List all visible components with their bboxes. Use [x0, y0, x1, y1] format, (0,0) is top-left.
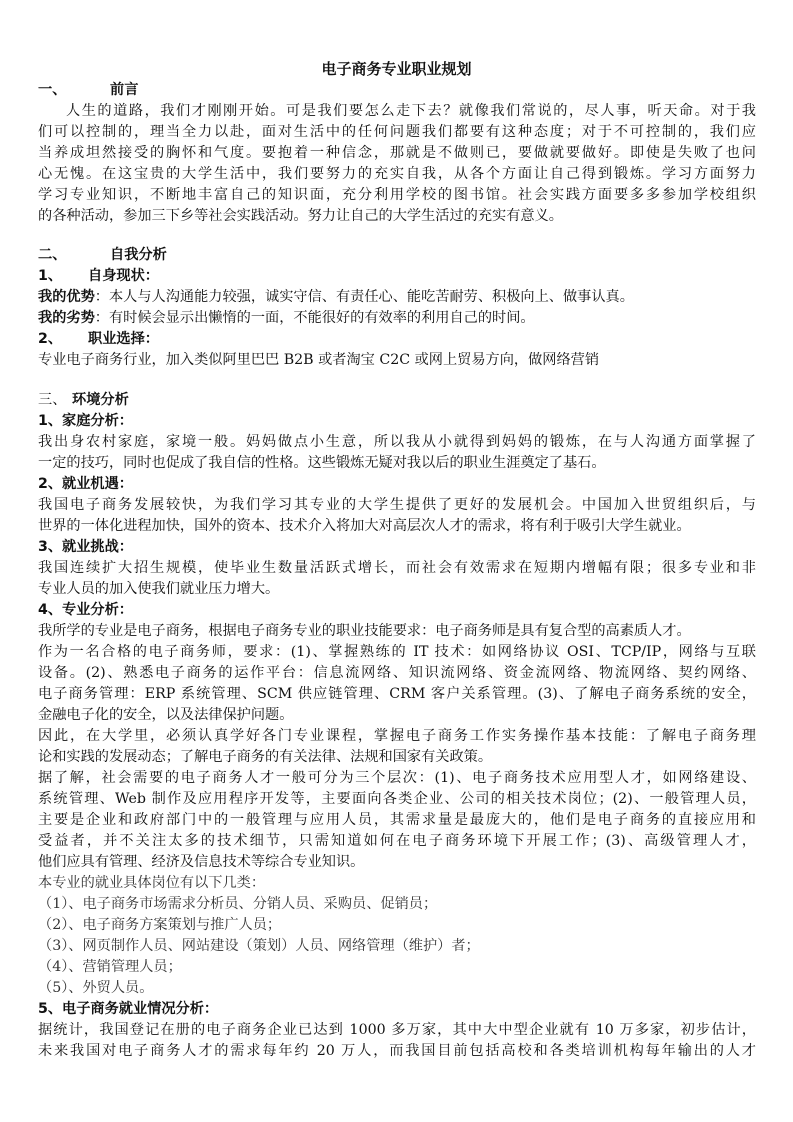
- family-line: 我出身农村家庭，家境一般。妈妈做点小生意，所以我从小就得到妈妈的锻炼，在与人沟通方面掌握了: [38, 434, 756, 450]
- subsection-number: 1、: [38, 268, 63, 284]
- subsection-number: 2、: [38, 331, 63, 347]
- weakness-paragraph: [38, 308, 756, 329]
- major-line: 设备。(2)、熟悉电子商务的运作平台：信息流网络、知识流网络、资金流网络、物流网络、契约网络、: [38, 665, 756, 681]
- section-1-title: 前言: [110, 82, 139, 98]
- job-category-item: （1）、电子商务市场需求分析员、分销人员、采购员、促销员；: [38, 896, 438, 912]
- subsection-heading: [38, 266, 338, 287]
- section-3-number: 三、: [38, 392, 67, 408]
- major-analysis-heading: 4、专业分析：: [38, 602, 133, 618]
- family-analysis-heading: 1、家庭分析：: [38, 413, 133, 429]
- job-category-item: （3）、网页制作人员、网站建设（策划）人员、网络管理（维护）者；: [38, 938, 480, 954]
- major-line: 系统管理、Web 制作及应用程序开发等，主要面向各类企业、公司的相关技术岗位；(2)、一般管理人员，: [38, 791, 756, 807]
- major-line: 他们应具有管理、经济及信息技术等综合专业知识。: [38, 854, 365, 870]
- family-line: 一定的技巧，同时也促成了我自信的性格。这些锻炼无疑对我以后的职业生涯奠定了基石。: [38, 455, 606, 471]
- subsection-title: 自身现状：: [88, 268, 159, 284]
- employment-line: 未来我国对电子商务人才的需求每年约 20 万人，而我国目前包括高校和各类培训机构每年输出的人才: [38, 1043, 756, 1059]
- document-title: 电子商务专业职业规划: [321, 60, 472, 78]
- strength-label: 我的优势: [38, 289, 95, 305]
- opportunity-line: 世界的一体化进程加快，国外的资本、技术介入将加大对高层次人才的需求，将有利于吸引大学生就业。: [38, 518, 691, 534]
- job-category-item: （2）、电子商务方案策划与推广人员；: [38, 917, 282, 933]
- employment-analysis-heading: 5、电子商务就业情况分析：: [38, 1001, 219, 1017]
- challenge-heading: 3、就业挑战：: [38, 539, 133, 555]
- preface-line: 人生的道路，我们才刚刚开始。可是我们要怎么走下去？就像我们常说的，尽人事，听天命。对于我: [66, 103, 756, 119]
- major-line: 我所学的专业是电子商务，根据电子商务专业的职业技能要求：电子商务师是具有复合型的高素质人才。: [38, 623, 691, 639]
- major-line: 据了解，社会需要的电子商务人才一般可分为三个层次：(1)、电子商务技术应用型人才，如网络建设、: [38, 770, 756, 786]
- job-category-item: （4）、营销管理人员；: [38, 959, 182, 975]
- job-category-item: （5）、外贸人员。: [38, 980, 154, 996]
- career-choice-text: 专业电子商务行业，加入类似阿里巴巴 B2B 或者淘宝 C2C 或网上贸易方向，做网络营销: [38, 352, 600, 368]
- section-3-title: 环境分析: [72, 392, 129, 408]
- major-line: 受益者，并不关注太多的技术细节，只需知道如何在电子商务环境下开展工作；(3)、高级管理人才，: [38, 833, 756, 849]
- subsection-title: 职业选择：: [88, 331, 159, 347]
- opportunity-heading: 2、就业机遇：: [38, 476, 133, 492]
- subsection-heading: [38, 329, 338, 350]
- major-line: 主要是企业和政府部门中的一般管理与应用人员，其需求量是最庞大的，他们是电子商务的直接应用和: [38, 812, 756, 828]
- preface-line: 当养成坦然接受的胸怀和气度。要抱着一种信念，那就是不做则已，要做就要做好。即使是失败了也问: [38, 145, 756, 161]
- jobs-intro: 本专业的就业具体岗位有以下几类：: [38, 875, 266, 891]
- preface-line: 们可以控制的，理当全力以赴，面对生活中的任何问题我们都要有这种态度；对于不可控制的，我们应: [38, 124, 756, 140]
- section-1-number: 一、: [38, 82, 67, 98]
- weakness-label: 我的劣势: [38, 310, 95, 326]
- section-2-heading: [38, 245, 338, 266]
- section-2-number: 二、: [38, 247, 67, 263]
- major-line: 电子商务管理：ERP 系统管理、SCM 供应链管理、CRM 客户关系管理。(3)、了解电子商务系统的安全，: [38, 686, 756, 702]
- challenge-line: 我国连续扩大招生规模，使毕业生数量活跃式增长，而社会有效需求在短期内增幅有限；很多专业和非: [38, 560, 756, 576]
- major-line: 金融电子化的安全，以及法律保护问题。: [38, 707, 294, 723]
- major-line: 论和实践的发展动态；了解电子商务的有关法律、法规和国家有关政策。: [38, 749, 493, 765]
- section-3-heading: [38, 390, 338, 411]
- preface-line: 学习专业知识，不断地丰富自己的知识面，充分利用学校的图书馆。社会实践方面要多多参加学校组织: [38, 187, 756, 203]
- major-line: 因此，在大学里，必须认真学好各门专业课程，掌握电子商务工作实务操作基本技能：了解电子商务理: [38, 728, 756, 744]
- opportunity-line: 我国电子商务发展较快，为我们学习其专业的大学生提供了更好的发展机会。中国加入世贸组织后，与: [38, 497, 756, 513]
- weakness-text: ：有时候会显示出懒惰的一面，不能很好的有效率的利用自己的时间。: [94, 310, 535, 326]
- strength-text: ：本人与人沟通能力较强，诚实守信、有责任心、能吃苦耐劳、积极向上、做事认真。: [94, 289, 634, 305]
- challenge-line: 专业人员的加入使我们就业压力增大。: [38, 581, 280, 597]
- preface-line: 的各种活动，参加三下乡等社会实践活动。努力让自己的大学生活过的充实有意义。: [38, 208, 563, 224]
- section-1-heading: [38, 80, 338, 101]
- strength-paragraph: [38, 287, 756, 308]
- employment-line: 据统计，我国登记在册的电子商务企业已达到 1000 多万家，其中大中型企业就有 10 万多家，初步估计，: [38, 1022, 756, 1038]
- section-2-title: 自我分析: [110, 247, 167, 263]
- preface-line: 心无愧。在这宝贵的大学生活中，我们要努力的充实自我，从各个方面让自己得到锻炼。学习方面努力: [38, 166, 756, 182]
- major-line: 作为一名合格的电子商务师，要求：(1)、掌握熟练的 IT 技术：如网络协议 OSI、TCP/IP，网络与互联: [38, 644, 756, 660]
